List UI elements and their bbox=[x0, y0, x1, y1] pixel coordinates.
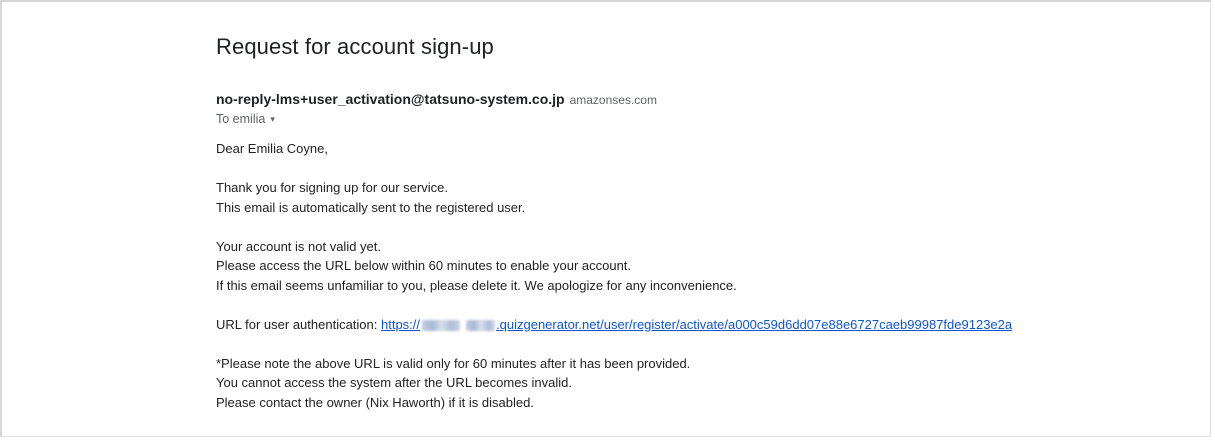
url-protocol: https:// bbox=[381, 316, 421, 332]
body-line-blank bbox=[216, 217, 1012, 237]
activation-url-link[interactable] bbox=[381, 317, 1012, 332]
redacted-subdomain-blur bbox=[466, 320, 495, 331]
footer-line: You cannot access the system after the URL becomes invalid. bbox=[216, 375, 573, 390]
email-body bbox=[216, 139, 1012, 412]
body-line: Dear Emilia Coyne, bbox=[216, 141, 328, 156]
body-line-blank bbox=[216, 159, 1012, 179]
recipient-label: To emilia bbox=[216, 112, 266, 126]
sender-address: no-reply-lms+user_activation@tatsuno-system.co.jp bbox=[216, 91, 565, 107]
dropdown-arrow-icon[interactable]: ▾ bbox=[270, 114, 275, 124]
footer-line: *Please note the above URL is valid only for 60 minutes after it has been provided. bbox=[216, 355, 691, 371]
sender-via-domain: amazonses.com bbox=[569, 93, 657, 107]
email-subject: Request for account sign-up bbox=[216, 34, 494, 59]
redacted-subdomain-blur bbox=[422, 320, 460, 331]
body-line: Thank you for signing up for our service. bbox=[216, 180, 448, 195]
url-suffix: .quizgenerator.net/user/register/activate/a000c59d6dd07e88e6727caeb99987fde9123e2a bbox=[496, 316, 1013, 332]
url-label: URL for user authentication: bbox=[216, 316, 381, 332]
body-line: If this email seems unfamiliar to you, please delete it. We apologize for any inconvenience. bbox=[216, 277, 737, 293]
body-line: Please access the URL below within 60 minutes to enable your account. bbox=[216, 258, 632, 273]
body-line: This email is automatically sent to the registered user. bbox=[216, 199, 526, 215]
authentication-url-line bbox=[216, 315, 1012, 335]
recipient-details-toggle[interactable] bbox=[216, 112, 275, 126]
body-line-blank bbox=[216, 334, 1012, 354]
body-line-blank bbox=[216, 295, 1012, 315]
footer-line: Please contact the owner (Nix Haworth) if it is disabled. bbox=[216, 394, 534, 410]
sender-row bbox=[216, 91, 657, 109]
body-line: Your account is not valid yet. bbox=[216, 238, 382, 254]
